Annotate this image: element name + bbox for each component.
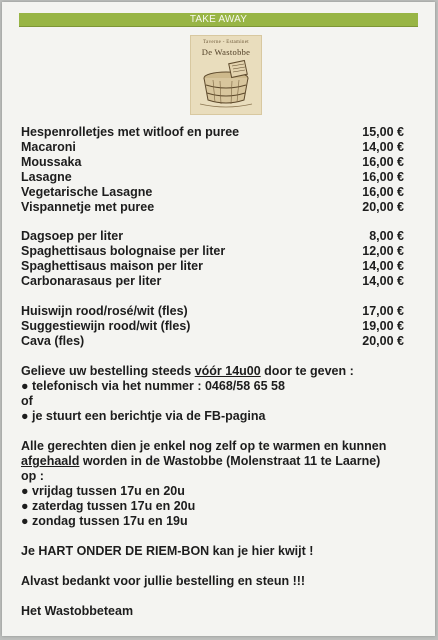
dish-price: 14,00 € xyxy=(362,140,404,154)
logo-title: De Wastobbe xyxy=(201,47,251,57)
washtub-icon xyxy=(196,58,256,110)
signature: Het Wastobbeteam xyxy=(21,604,134,618)
dish-name: Hespenrolletjes met witloof en puree xyxy=(21,125,240,139)
pickup-op: op : xyxy=(21,469,44,483)
pickup-time: ● vrijdag tussen 17u en 20u xyxy=(21,484,185,498)
menu-sheet xyxy=(2,2,435,636)
wine-name: Huiswijn rood/rosé/wit (fles) xyxy=(21,304,188,318)
dish-price: 16,00 € xyxy=(362,155,404,169)
wine-price: 17,00 € xyxy=(362,304,404,318)
thanks-line: Alvast bedankt voor jullie bestelling en steun !!! xyxy=(21,574,306,588)
soup-name: Carbonarasaus per liter xyxy=(21,274,162,288)
dish-name: Vispannetje met puree xyxy=(21,200,155,214)
logo-subtitle: Taverne - Estaminet xyxy=(203,40,249,45)
pickup-line: Alle gerechten dien je enkel nog zelf op te warmen en kunnen xyxy=(21,439,387,453)
dish-price: 15,00 € xyxy=(362,125,404,139)
wastobbe-logo xyxy=(190,35,262,115)
order-deadline: vóór 14u00 xyxy=(194,364,261,378)
soup-price: 12,00 € xyxy=(362,244,404,258)
fb-line: ● je stuurt een berichtje via de FB-pagina xyxy=(21,409,266,423)
or-line: of xyxy=(21,394,33,408)
dish-name: Vegetarische Lasagne xyxy=(21,185,153,199)
soup-price: 14,00 € xyxy=(362,259,404,273)
wine-price: 19,00 € xyxy=(362,319,404,333)
dish-name: Moussaka xyxy=(21,155,82,169)
order-text: Gelieve uw bestelling steeds xyxy=(21,364,195,378)
order-text-end: door te geven : xyxy=(260,364,354,378)
dish-price: 20,00 € xyxy=(362,200,404,214)
soup-price: 8,00 € xyxy=(369,229,404,243)
soup-name: Spaghettisaus bolognaise per liter xyxy=(21,244,226,258)
dish-name: Macaroni xyxy=(21,140,76,154)
wine-price: 20,00 € xyxy=(362,334,404,348)
pickup-time: ● zondag tussen 17u en 19u xyxy=(21,514,188,528)
pickup-address-text: worden in de Wastobbe (Molenstraat 11 te Laarne) xyxy=(79,454,381,468)
dish-price: 16,00 € xyxy=(362,170,404,184)
pickup-word: afgehaald xyxy=(21,454,80,468)
order-instruction xyxy=(21,364,354,378)
dish-name: Lasagne xyxy=(21,170,72,184)
pickup-address xyxy=(21,454,380,468)
soup-price: 14,00 € xyxy=(362,274,404,288)
soup-name: Spaghettisaus maison per liter xyxy=(21,259,203,273)
take-away-banner: TAKE AWAY xyxy=(19,13,418,27)
wine-name: Cava (fles) xyxy=(21,334,85,348)
hart-line: Je HART ONDER DE RIEM-BON kan je hier kwijt ! xyxy=(21,544,314,558)
dish-price: 16,00 € xyxy=(362,185,404,199)
wine-name: Suggestiewijn rood/wit (fles) xyxy=(21,319,191,333)
pickup-time: ● zaterdag tussen 17u en 20u xyxy=(21,499,196,513)
soup-name: Dagsoep per liter xyxy=(21,229,124,243)
phone-line: ● telefonisch via het nummer : 0468/58 65 58 xyxy=(21,379,285,393)
